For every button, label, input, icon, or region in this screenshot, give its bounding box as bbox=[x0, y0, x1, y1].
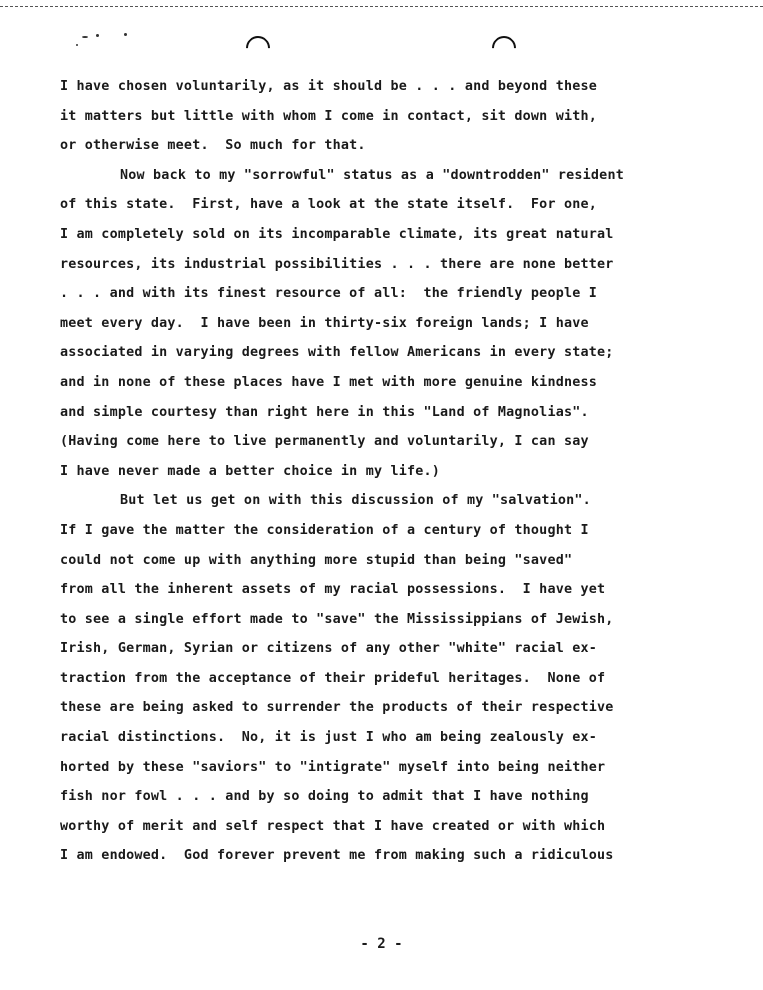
text-line: of this state. First, have a look at the state itself. For one, bbox=[60, 197, 598, 213]
text-line: I have never made a better choice in my life.) bbox=[60, 463, 441, 479]
text-line: I am endowed. God forever prevent me from making such a ridiculous bbox=[60, 848, 614, 864]
text-line: and simple courtesy than right here in this "Land of Magnolias". bbox=[60, 404, 589, 420]
text-line: from all the inherent assets of my racial possessions. I have yet bbox=[60, 582, 606, 598]
text-line: and in none of these places have I met with more genuine kindness bbox=[60, 374, 598, 390]
text-line: fish nor fowl . . . and by so doing to admit that I have nothing bbox=[60, 789, 589, 805]
top-dashed-border bbox=[0, 0, 763, 7]
text-line: horted by these "saviors" to "intigrate" myself into being neither bbox=[60, 759, 606, 775]
scan-speck bbox=[82, 36, 88, 38]
text-line: I am completely sold on its incomparable climate, its great natural bbox=[60, 226, 614, 242]
text-line: traction from the acceptance of their prideful heritages. None of bbox=[60, 670, 606, 686]
text-line: resources, its industrial possibilities . . . there are none better bbox=[60, 256, 614, 272]
page-number: - 2 - bbox=[360, 936, 403, 952]
document-body bbox=[60, 72, 720, 871]
text-line: to see a single effort made to "save" the Mississippians of Jewish, bbox=[60, 611, 614, 627]
text-line: could not come up with anything more stupid than being "saved" bbox=[60, 552, 573, 568]
text-line: associated in varying degrees with fellow Americans in every state; bbox=[60, 345, 614, 361]
text-line: racial distinctions. No, it is just I who am being zealously ex- bbox=[60, 730, 598, 746]
text-line: (Having come here to live permanently and voluntarily, I can say bbox=[60, 434, 589, 450]
punch-hole-left-icon bbox=[241, 31, 275, 65]
scan-speck bbox=[96, 34, 99, 37]
text-line: Irish, German, Syrian or citizens of any other "white" racial ex- bbox=[60, 641, 598, 657]
scan-speck bbox=[124, 33, 127, 36]
text-line: Now back to my "sorrowful" status as a "downtrodden" resident bbox=[120, 167, 624, 183]
text-line: I have chosen voluntarily, as it should be . . . and beyond these bbox=[60, 79, 598, 94]
text-line: If I gave the matter the consideration of a century of thought I bbox=[60, 522, 589, 538]
text-line: But let us get on with this discussion of my "salvation". bbox=[120, 493, 591, 509]
text-line: worthy of merit and self respect that I have created or with which bbox=[60, 818, 606, 834]
text-line: or otherwise meet. So much for that. bbox=[60, 138, 366, 154]
text-line: . . . and with its finest resource of all: the friendly people I bbox=[60, 286, 598, 302]
text-line: meet every day. I have been in thirty-six foreign lands; I have bbox=[60, 315, 589, 331]
text-line: these are being asked to surrender the products of their respective bbox=[60, 700, 614, 716]
punch-hole-right-icon bbox=[487, 31, 521, 65]
scan-speck bbox=[76, 44, 78, 46]
text-line: it matters but little with whom I come in contact, sit down with, bbox=[60, 108, 598, 124]
